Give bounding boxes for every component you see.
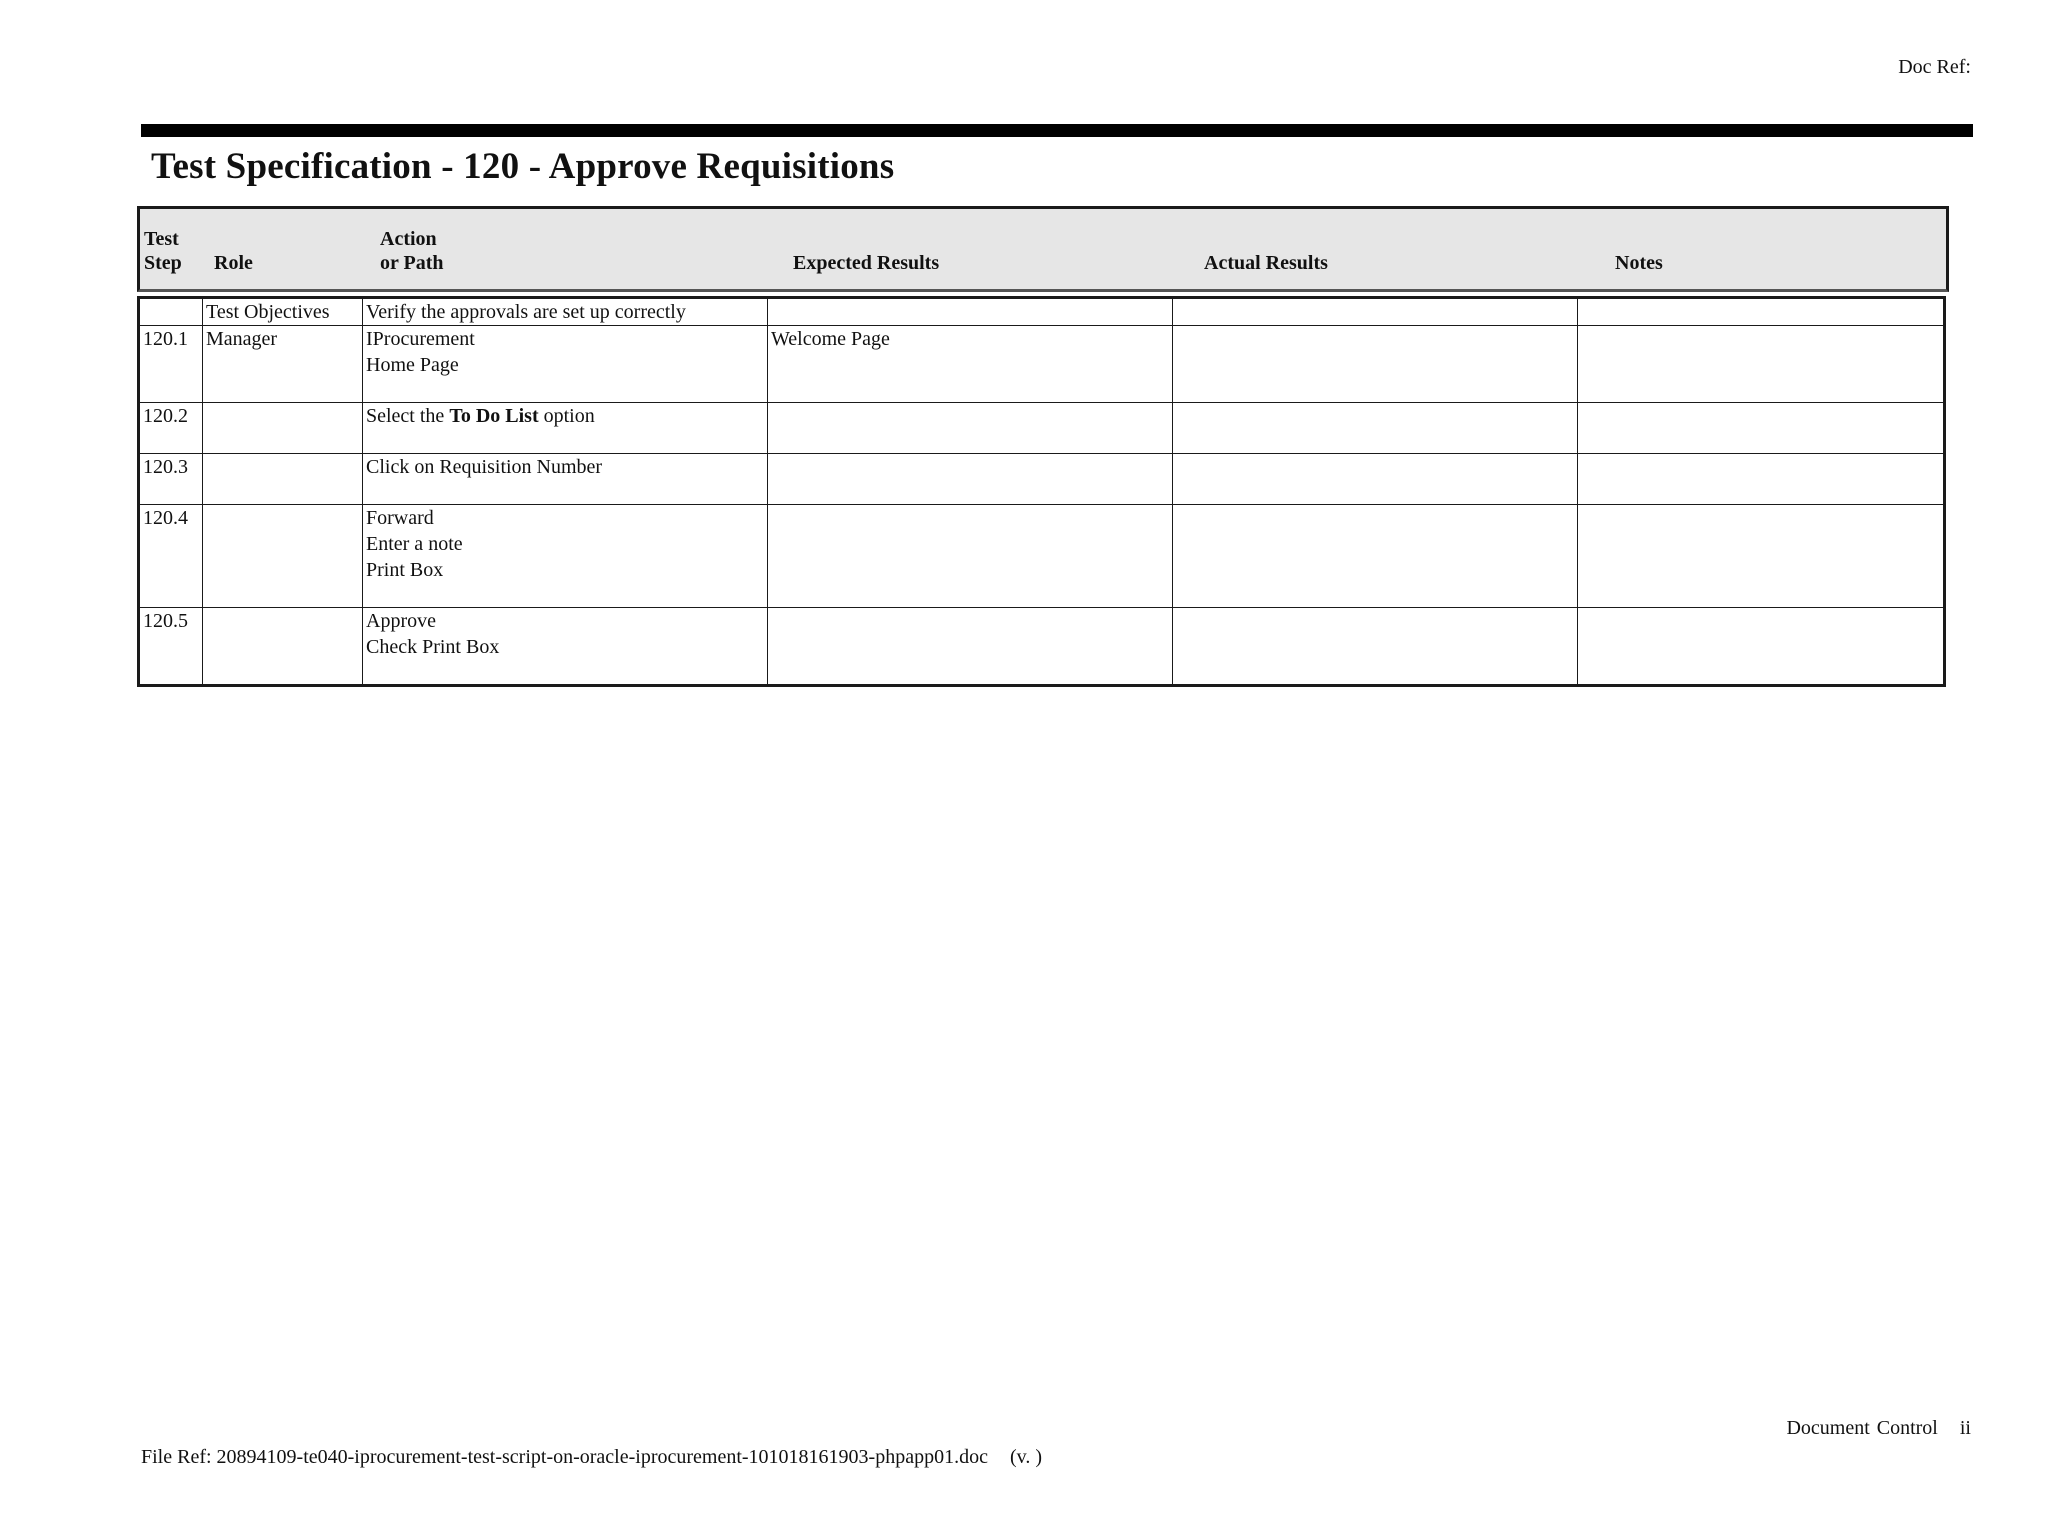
column-header-notes: Notes — [1615, 252, 1663, 274]
cell-step: 120.5 — [139, 608, 203, 686]
cell-step: 120.4 — [139, 505, 203, 608]
footer-section-label: Document Control ii — [1786, 1417, 1971, 1439]
cell-notes — [1578, 298, 1945, 326]
cell-notes — [1578, 608, 1945, 686]
header-rule — [141, 124, 1973, 137]
column-header-action: Action or Path — [380, 228, 444, 274]
cell-role: Test Objectives — [203, 298, 363, 326]
cell-expected — [768, 505, 1173, 608]
column-header-actual-results: Actual Results — [1204, 252, 1328, 274]
cell-expected: Welcome Page — [768, 326, 1173, 403]
cell-role — [203, 403, 363, 454]
cell-actual — [1173, 505, 1578, 608]
page-title: Test Specification - 120 - Approve Requisitions — [151, 146, 895, 187]
cell-role — [203, 505, 363, 608]
table-row — [139, 326, 1945, 403]
cell-actual — [1173, 608, 1578, 686]
footer-file-ref: File Ref: 20894109-te040-iprocurement-test-script-on-oracle-iprocurement-101018161903-phpapp01.doc (v. ) — [141, 1446, 1043, 1468]
column-header-expected-results: Expected Results — [793, 252, 940, 274]
cell-actual — [1173, 403, 1578, 454]
doc-ref-label: Doc Ref: — [1898, 56, 1971, 78]
column-header-test-step: Test Step — [144, 228, 182, 274]
cell-role — [203, 454, 363, 505]
page-number: ii — [1959, 1417, 1971, 1439]
table-row — [139, 403, 1945, 454]
table-row — [139, 454, 1945, 505]
table-row — [139, 505, 1945, 608]
cell-action: IProcurement Home Page — [363, 326, 768, 403]
cell-actual — [1173, 454, 1578, 505]
cell-expected — [768, 454, 1173, 505]
cell-action: Select the To Do List option — [363, 403, 768, 454]
cell-role — [203, 608, 363, 686]
cell-notes — [1578, 505, 1945, 608]
version-label: (v. ) — [1009, 1446, 1043, 1468]
cell-step: 120.3 — [139, 454, 203, 505]
cell-action: Approve Check Print Box — [363, 608, 768, 686]
test-steps-table — [137, 296, 1946, 687]
cell-step: 120.2 — [139, 403, 203, 454]
cell-step — [139, 298, 203, 326]
cell-notes — [1578, 326, 1945, 403]
cell-notes — [1578, 454, 1945, 505]
cell-step: 120.1 — [139, 326, 203, 403]
cell-action: Verify the approvals are set up correctly — [363, 298, 768, 326]
cell-action: Forward Enter a note Print Box — [363, 505, 768, 608]
cell-expected — [768, 298, 1173, 326]
cell-expected — [768, 403, 1173, 454]
cell-role: Manager — [203, 326, 363, 403]
cell-actual — [1173, 298, 1578, 326]
emphasis-to-do-list: To Do List — [449, 405, 539, 427]
table-header — [137, 206, 1949, 292]
cell-action: Click on Requisition Number — [363, 454, 768, 505]
table-row-test-objectives — [139, 298, 1945, 326]
column-header-role: Role — [214, 252, 253, 274]
cell-expected — [768, 608, 1173, 686]
cell-notes — [1578, 403, 1945, 454]
cell-actual — [1173, 326, 1578, 403]
table-row — [139, 608, 1945, 686]
